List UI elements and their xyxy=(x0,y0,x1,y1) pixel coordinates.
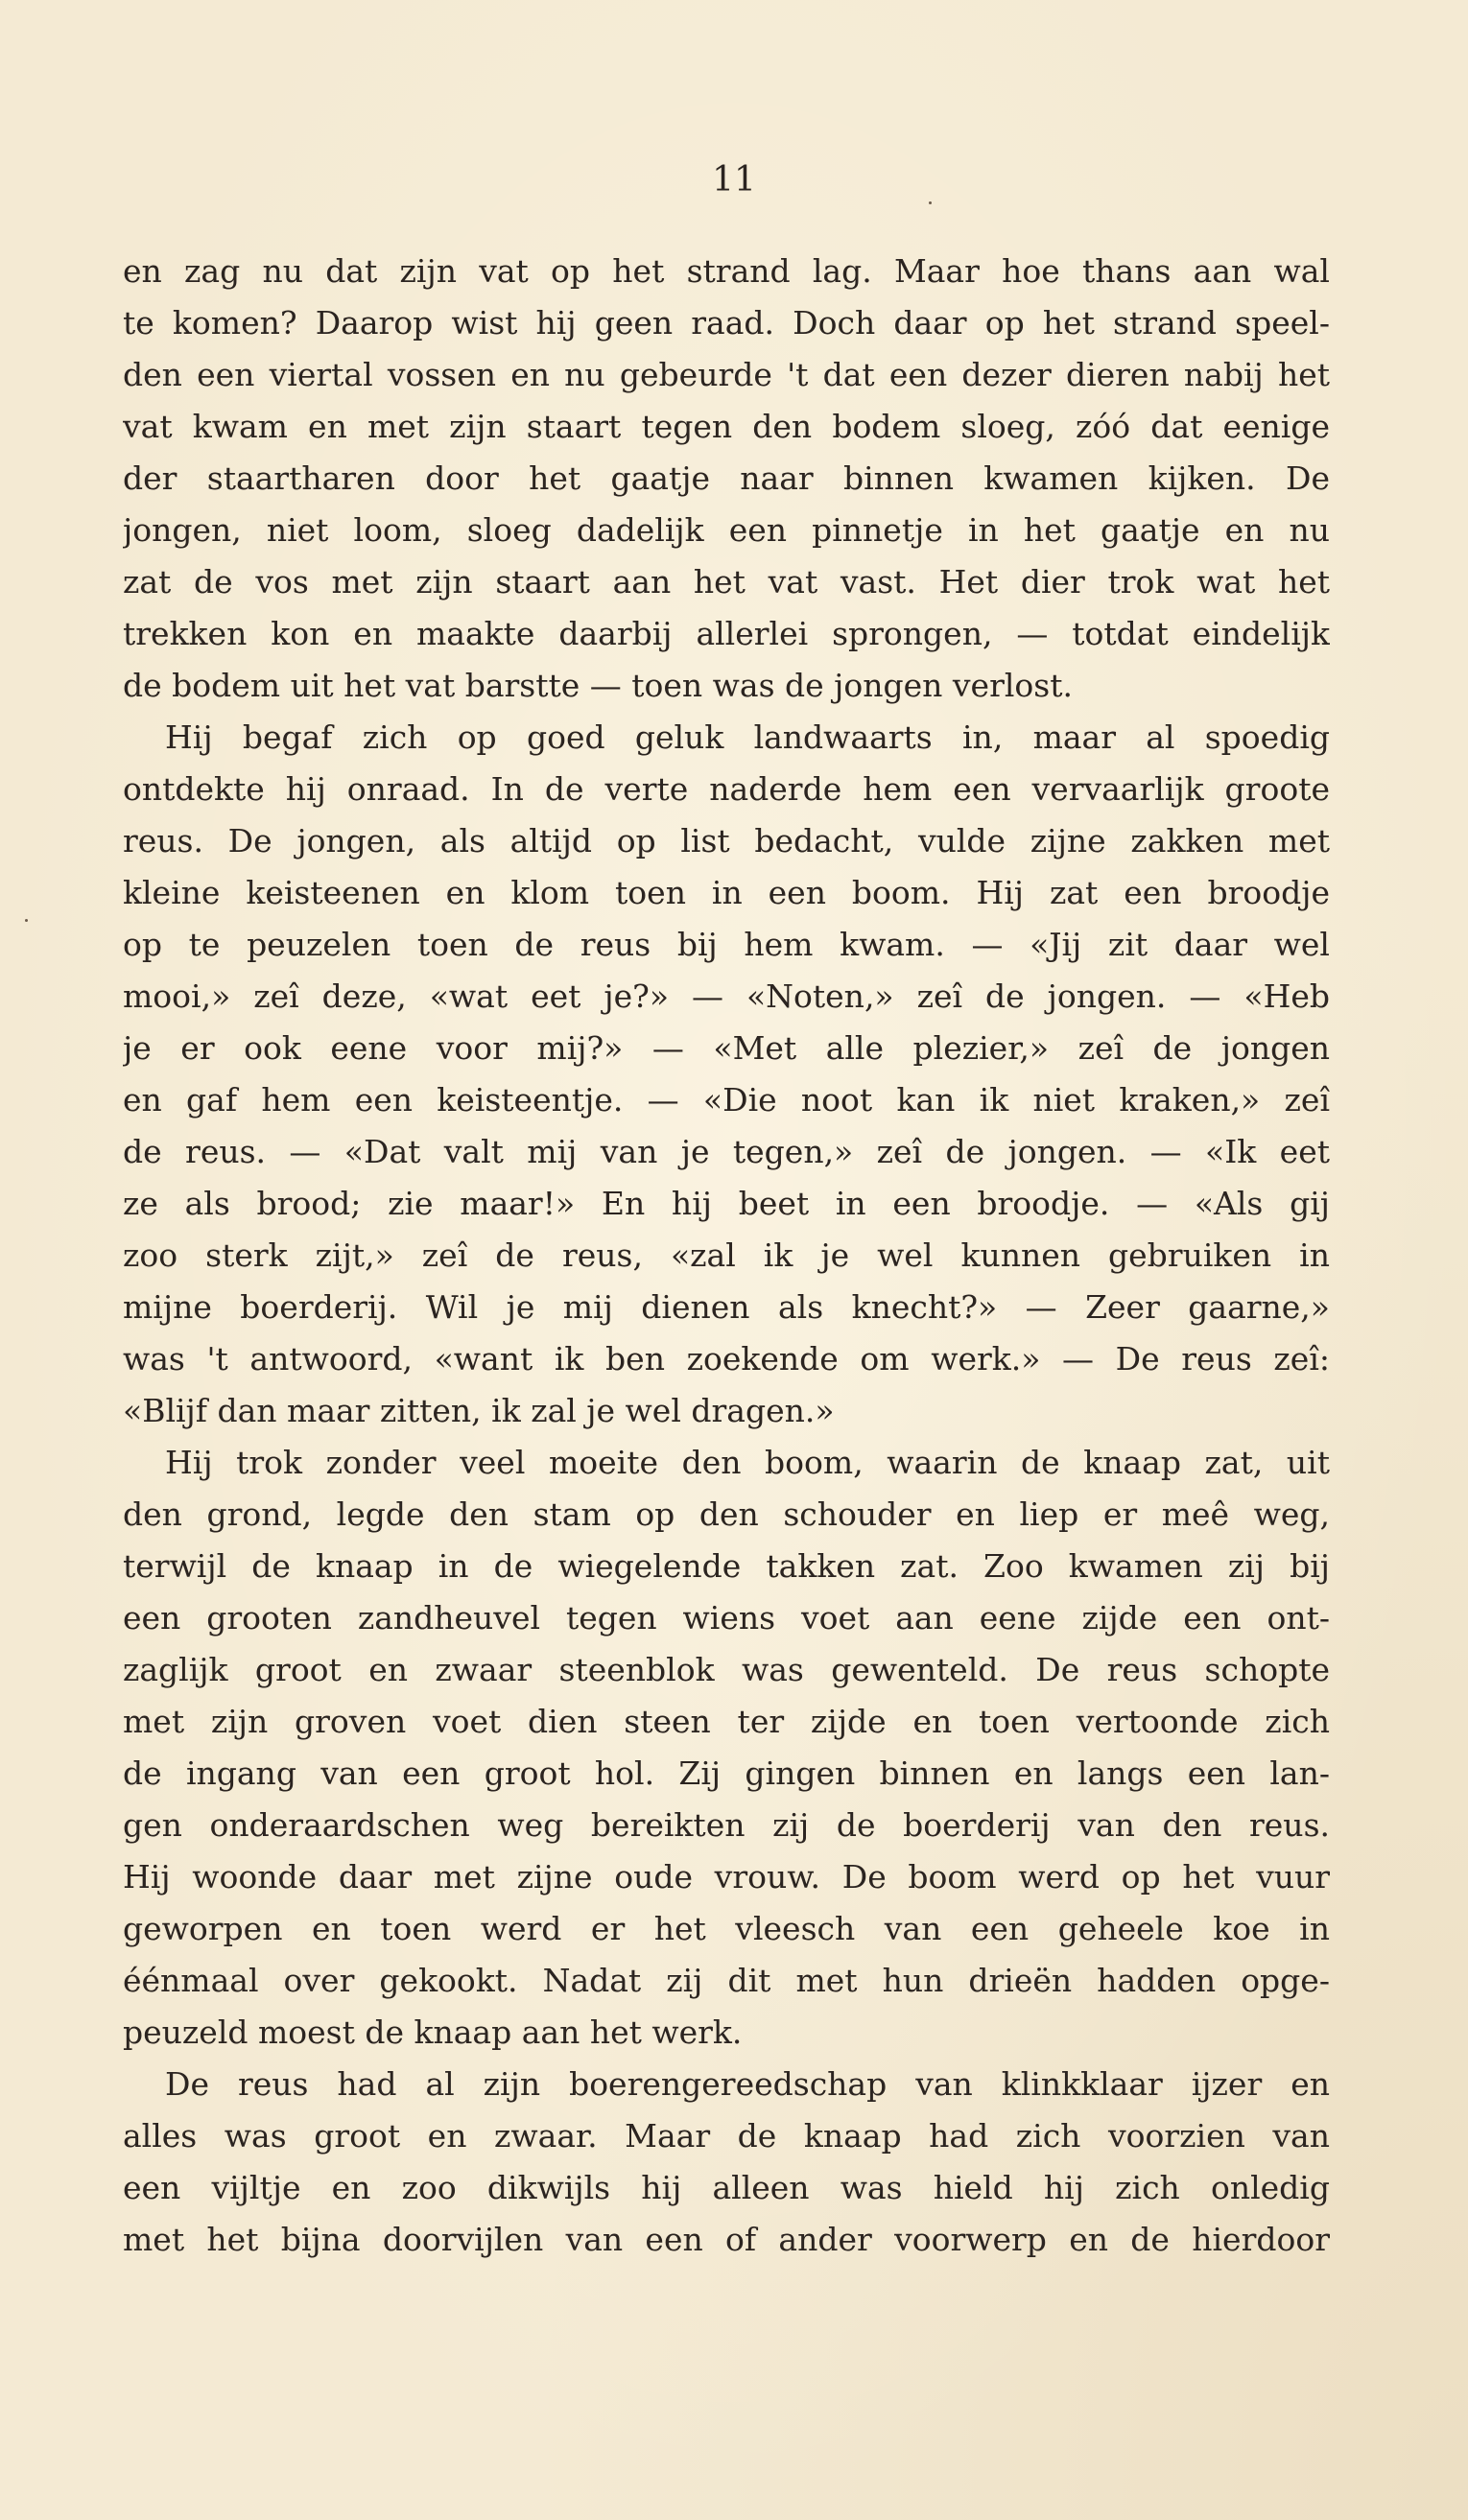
text-line: jongen, niet loom, sloeg dadelijk een pinnetje in het gaatje en nu xyxy=(123,511,1330,549)
text-line: de reus. — «Dat valt mij van je tegen,» zeî de jongen. — «Ik eet xyxy=(123,1133,1330,1170)
text-line: op te peuzelen toen de reus bij hem kwam. — «Jij zit daar wel xyxy=(123,926,1330,963)
text-line: alles was groot en zwaar. Maar de knaap had zich voorzien van xyxy=(123,2117,1330,2155)
text-line: den grond, legde den stam op den schouder en liep er meê weg, xyxy=(123,1496,1330,1533)
text-line: mijne boerderij. Wil je mij dienen als knecht?» — Zeer gaarne,» xyxy=(123,1288,1330,1326)
paragraph xyxy=(123,246,1330,712)
body-text xyxy=(123,246,1330,2266)
paragraph xyxy=(123,2059,1330,2266)
text-line: zaglijk groot en zwaar steenblok was gewenteld. De reus schopte xyxy=(123,1651,1330,1688)
stray-dot xyxy=(929,201,932,204)
paragraph xyxy=(123,712,1330,1437)
text-line: den een viertal vossen en nu gebeurde 't dat een dezer dieren nabij het xyxy=(123,356,1330,393)
text-line: een grooten zandheuvel tegen wiens voet aan eene zijde een ont- xyxy=(123,1599,1330,1637)
text-line: zat de vos met zijn staart aan het vat vast. Het dier trok wat het xyxy=(123,563,1330,601)
text-line: de bodem uit het vat barstte — toen was de jongen verlost. xyxy=(123,667,1073,704)
text-line: en gaf hem een keisteentje. — «Die noot kan ik niet kraken,» zeî xyxy=(123,1081,1330,1119)
text-line: ontdekte hij onraad. In de verte naderde hem een vervaarlijk groote xyxy=(123,770,1330,808)
text-line: een vijltje en zoo dikwijls hij alleen was hield hij zich onledig xyxy=(123,2169,1330,2206)
text-line: Hij begaf zich op goed geluk landwaarts in, maar al spoedig xyxy=(165,718,1330,756)
page-number: 11 xyxy=(712,160,756,200)
text-line: trekken kon en maakte daarbij allerlei sprongen, — totdat eindelijk xyxy=(123,615,1330,652)
text-line: terwijl de knaap in de wiegelende takken zat. Zoo kwamen zij bij xyxy=(123,1547,1330,1585)
text-line: reus. De jongen, als altijd op list bedacht, vulde zijne zakken met xyxy=(123,822,1330,860)
text-line: geworpen en toen werd er het vleesch van een geheele koe in xyxy=(123,1910,1330,1947)
text-line: was 't antwoord, «want ik ben zoekende om werk.» — De reus zeî: xyxy=(123,1340,1330,1378)
text-line: Hij woonde daar met zijne oude vrouw. De boom werd op het vuur xyxy=(123,1858,1330,1896)
text-line: mooi,» zeî deze, «wat eet je?» — «Noten,» zeî de jongen. — «Heb xyxy=(123,977,1330,1015)
text-line: der staartharen door het gaatje naar binnen kwamen kijken. De xyxy=(123,459,1330,497)
text-line: éénmaal over gekookt. Nadat zij dit met hun drieën hadden opge- xyxy=(123,1962,1330,1999)
text-line: de ingang van een groot hol. Zij gingen binnen en langs een lan- xyxy=(123,1755,1330,1792)
text-line: «Blijf dan maar zitten, ik zal je wel dragen.» xyxy=(123,1392,835,1429)
text-line: kleine keisteenen en klom toen in een boom. Hij zat een broodje xyxy=(123,874,1330,911)
text-line: gen onderaardschen weg bereikten zij de boerderij van den reus. xyxy=(123,1806,1330,1844)
text-line: met het bijna doorvijlen van een of ander voorwerp en de hierdoor xyxy=(123,2221,1330,2258)
text-line: te komen? Daarop wist hij geen raad. Doch daar op het strand speel- xyxy=(123,304,1330,341)
text-line: en zag nu dat zijn vat op het strand lag. Maar hoe thans aan wal xyxy=(123,252,1330,290)
text-line: je er ook eene voor mij?» — «Met alle plezier,» zeî de jongen xyxy=(123,1029,1330,1067)
text-line: peuzeld moest de knaap aan het werk. xyxy=(123,2014,743,2051)
text-line: De reus had al zijn boerengereedschap van klinkklaar ijzer en xyxy=(165,2065,1330,2103)
paragraph xyxy=(123,1437,1330,2059)
text-line: zoo sterk zijt,» zeî de reus, «zal ik je wel kunnen gebruiken in xyxy=(123,1236,1330,1274)
text-line: vat kwam en met zijn staart tegen den bodem sloeg, zóó dat eenige xyxy=(123,408,1330,445)
stray-dot xyxy=(25,919,28,922)
text-line: met zijn groven voet dien steen ter zijde en toen vertoonde zich xyxy=(123,1703,1330,1740)
text-line: Hij trok zonder veel moeite den boom, waarin de knaap zat, uit xyxy=(165,1444,1330,1481)
text-line: ze als brood; zie maar!» En hij beet in een broodje. — «Als gij xyxy=(123,1185,1330,1222)
